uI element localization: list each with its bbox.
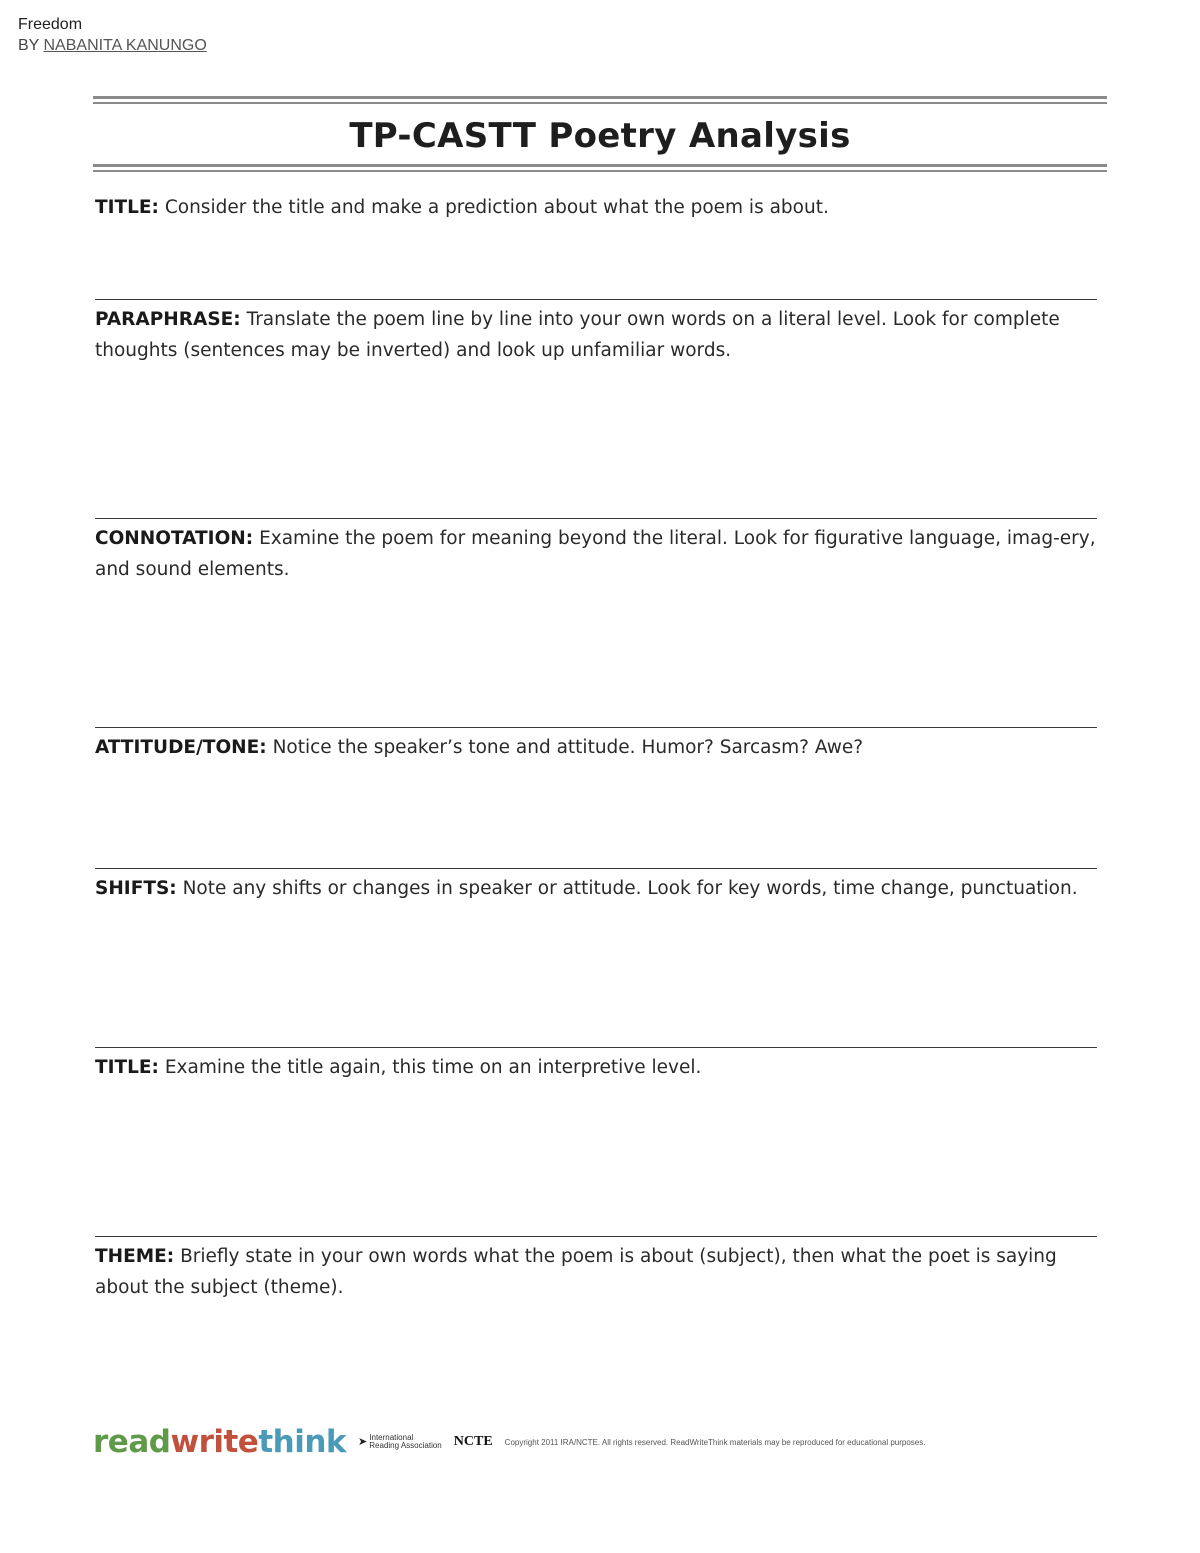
document-header [18, 14, 207, 56]
section-instructions: Examine the title again, this time on an interpretive level. [164, 1057, 702, 1078]
section-instructions: Consider the title and make a prediction about what the poem is about. [164, 197, 829, 218]
ira-line1: International [369, 1433, 414, 1442]
section-label: ATTITUDE/TONE: [95, 737, 267, 758]
byline-prefix: BY [18, 37, 44, 54]
section-text [95, 873, 1097, 904]
worksheet-title-band [93, 96, 1107, 172]
author-link[interactable]: NABANITA KANUNGO [43, 37, 207, 54]
ira-logo [358, 1434, 442, 1450]
ira-text [369, 1434, 442, 1450]
section-instructions: Note any shifts or changes in speaker or attitude. Look for key words, time change, punctuation. [182, 878, 1078, 899]
copyright-notice: Copyright 2011 IRA/NCTE. All rights reserved. ReadWriteThink materials may be reproduced for educational purposes. [504, 1437, 926, 1447]
section-instructions: Briefly state in your own words what the poem is about (subject), then what the poet is saying about the subject (theme). [95, 1246, 1057, 1298]
ira-mark-icon: ➤ [358, 1436, 368, 1448]
section-text [95, 304, 1097, 366]
section-paraphrase [95, 299, 1097, 366]
ira-line2: Reading Association [369, 1441, 442, 1450]
bottom-double-rule [93, 164, 1107, 172]
section-title-interpretive [95, 1047, 1097, 1083]
section-text [95, 732, 1097, 763]
section-label: CONNOTATION: [95, 528, 254, 549]
top-double-rule [93, 96, 1107, 104]
poem-byline [18, 35, 207, 56]
logo-think: think [258, 1424, 347, 1460]
section-text [95, 1241, 1097, 1303]
section-label: THEME: [95, 1246, 175, 1267]
poem-title: Freedom [18, 16, 83, 33]
section-text [95, 192, 1097, 223]
readwritethink-logo [93, 1424, 346, 1460]
worksheet-title: TP-CASTT Poetry Analysis [349, 116, 851, 156]
section-label: TITLE: [95, 1057, 159, 1078]
section-text [95, 523, 1097, 585]
section-label: SHIFTS: [95, 878, 177, 899]
section-label: PARAPHRASE: [95, 309, 241, 330]
footer [93, 1422, 1107, 1462]
logo-write: write [170, 1424, 259, 1460]
section-title-prediction [95, 192, 1097, 223]
section-instructions: Examine the poem for meaning beyond the literal. Look for figurative language, imag-ery, and sound elements. [95, 528, 1096, 580]
section-shifts [95, 868, 1097, 904]
section-label: TITLE: [95, 197, 159, 218]
section-instructions: Notice the speaker’s tone and attitude. Humor? Sarcasm? Awe? [272, 737, 864, 758]
section-instructions: Translate the poem line by line into your own words on a literal level. Look for complete thoughts (sentences may be inverted) and look up unfamiliar words. [95, 309, 1060, 361]
section-text [95, 1052, 1097, 1083]
section-attitude-tone [95, 727, 1097, 763]
logo-read: read [93, 1424, 171, 1460]
ncte-logo: NCTE [453, 1434, 493, 1449]
section-theme [95, 1236, 1097, 1303]
section-connotation [95, 518, 1097, 585]
